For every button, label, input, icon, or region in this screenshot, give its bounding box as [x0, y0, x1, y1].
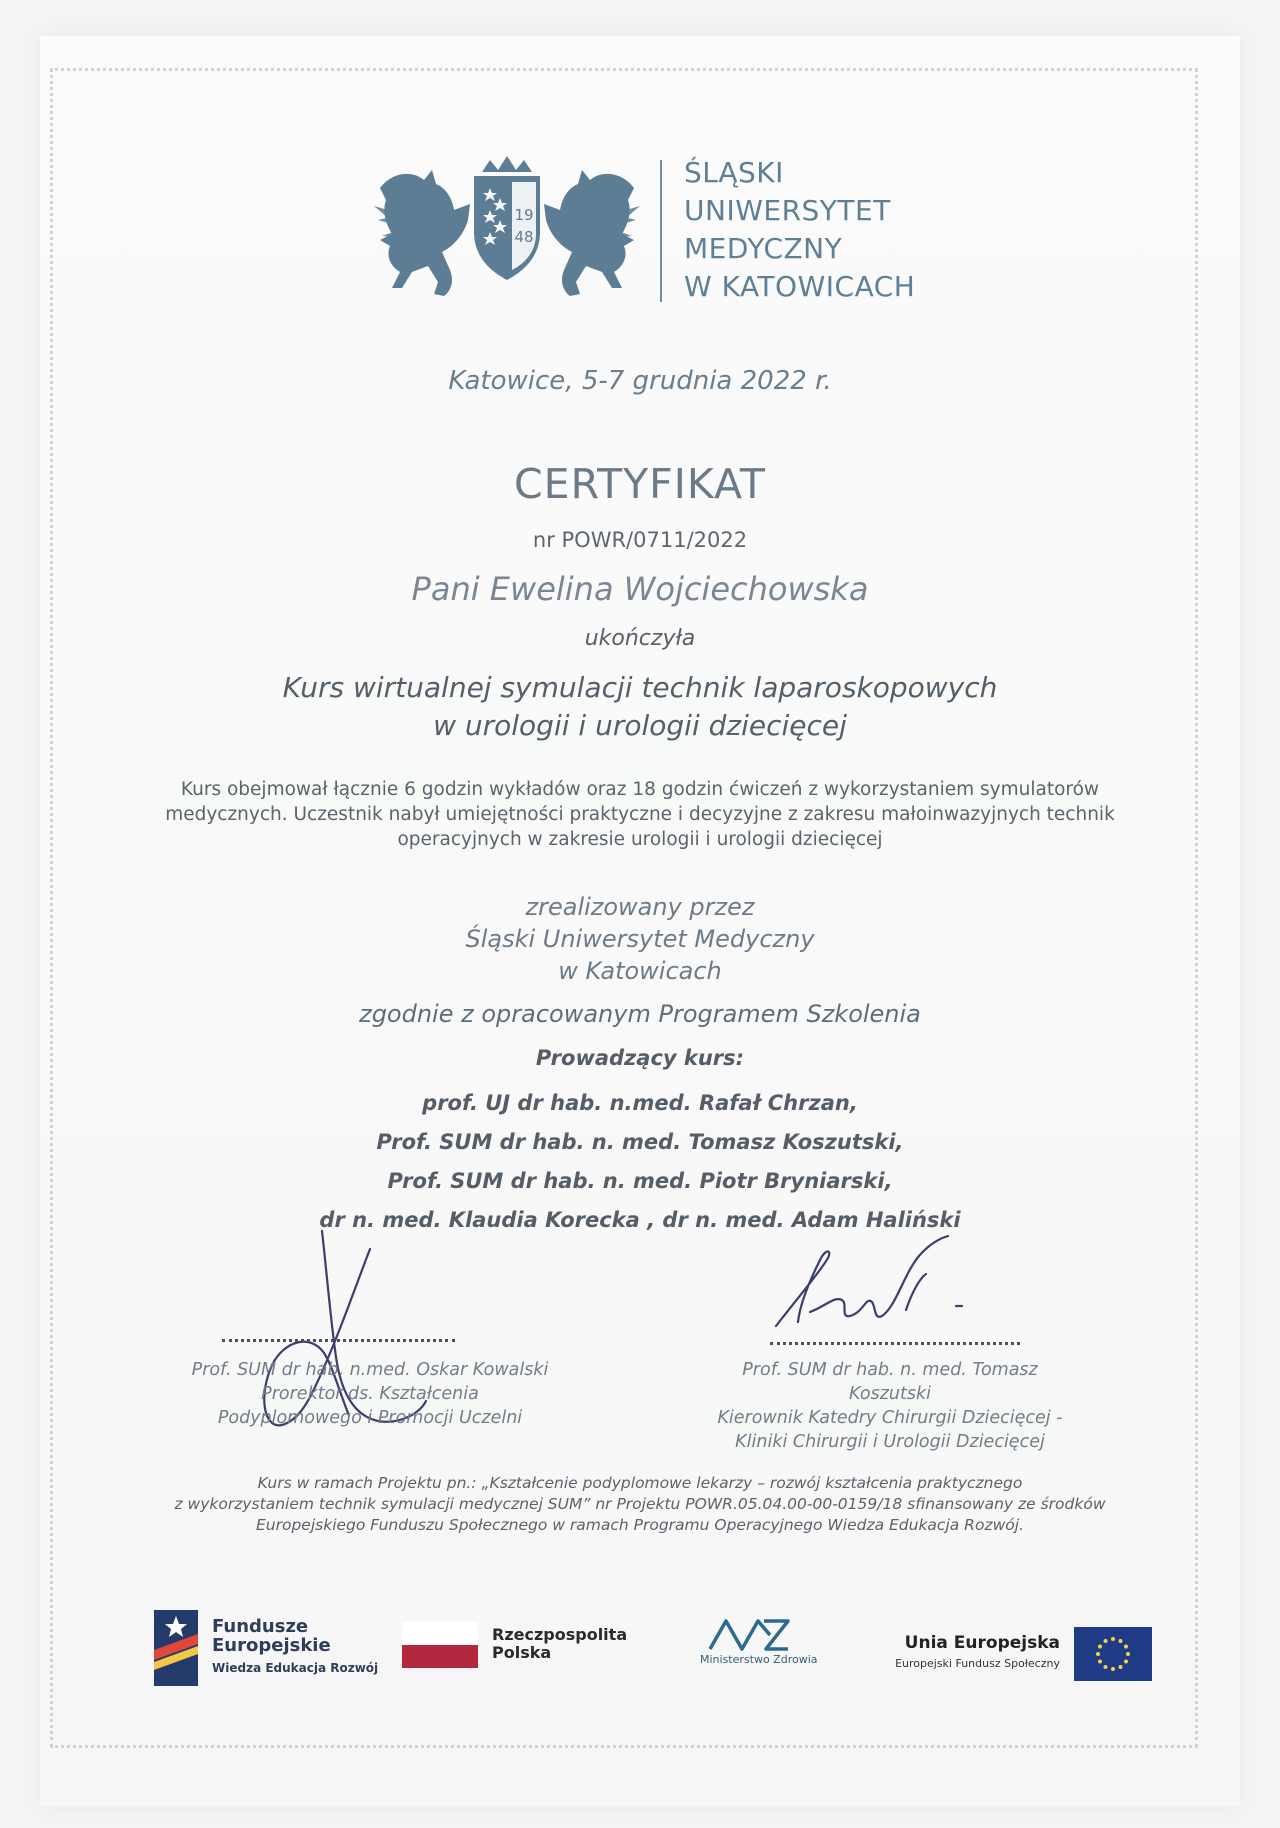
ministry-of-health-label: Ministerstwo Zdrowia — [700, 1653, 818, 1666]
completed-label: ukończyła — [584, 626, 696, 651]
eu-label: Unia Europejska — [904, 1633, 1060, 1653]
university-crest-icon — [372, 154, 642, 304]
left-signatory-role: Podyplomowego i Promocji Uczelni — [217, 1408, 523, 1428]
eu-fund-label: Europejski Fundusz Społeczny — [895, 1657, 1060, 1670]
place-date: Katowice, 5-7 grudnia 2022 r. — [448, 366, 832, 396]
left-signatory — [180, 1358, 560, 1430]
project-note-line: Europejskiego Funduszu Społecznego w ramach Programu Operacyjnego Wiedza Edukacja Rozwój. — [256, 1516, 1024, 1534]
ministry-of-health-logo-icon — [708, 1615, 790, 1651]
fundusze-subtitle: Wiedza Edukacja Rozwój — [212, 1661, 379, 1675]
europejskie-line: Europejskie — [212, 1635, 331, 1656]
university-name-line: MEDYCZNY — [684, 232, 843, 265]
fundusze-line: Fundusze — [212, 1616, 309, 1637]
fundusze-europejskie-logo-icon — [154, 1610, 198, 1686]
university-name-line: ŚLĄSKI — [684, 156, 784, 189]
course-title — [0, 669, 1280, 745]
crest-year-bottom: 48 — [514, 228, 534, 246]
right-signatory-role: Kierownik Katedry Chirurgii Dziecięcej - — [717, 1408, 1063, 1428]
certificate-title: CERTYFIKAT — [514, 460, 766, 508]
logo-divider — [660, 160, 662, 302]
right-signatory — [700, 1358, 1080, 1454]
project-note-line: z wykorzystaniem technik symulacji medycznej SUM” nr Projektu POWR.05.04.00-00-0159/18 sfinansowany ze środków — [174, 1495, 1106, 1513]
course-description: Kurs obejmował łącznie 6 godzin wykładów oraz 18 godzin ćwiczeń z wykorzystaniem symulatorów medycznych. Uczestnik nabył umiejętności praktyczne i decyzyjne z zakresu małoinwazyjnych technik operacyjnych w zakresie urologii i urologii dziecięcej — [165, 779, 1115, 850]
university-name-line: UNIWERSYTET — [684, 194, 891, 227]
leader-name: Prof. SUM dr hab. n. med. Piotr Bryniarski, — [387, 1169, 893, 1193]
left-signatory-role: Prorektor ds. Kształcenia — [261, 1384, 479, 1404]
eu-flag-icon — [1074, 1627, 1152, 1681]
fundusze-europejskie-label — [212, 1617, 331, 1655]
course-title-line: Kurs wirtualnej symulacji technik laparoskopowych — [282, 671, 998, 704]
left-signature-line — [222, 1339, 455, 1342]
realized-by-line: w Katowicach — [558, 957, 722, 985]
crest-year-top: 19 — [514, 206, 534, 224]
university-name — [684, 154, 914, 306]
right-signature-line — [770, 1342, 1020, 1345]
rzeczpospolita-label — [492, 1626, 627, 1662]
realized-by-line: zrealizowany przez — [525, 893, 755, 921]
course-title-line: w urologii i urologii dziecięcej — [433, 709, 847, 742]
leader-name: prof. UJ dr hab. n.med. Rafał Chrzan, — [422, 1091, 858, 1115]
realized-by-line: Śląski Uniwersytet Medyczny — [465, 925, 815, 953]
recipient-name: Pani Ewelina Wojciechowska — [411, 570, 869, 608]
certificate-number: nr POWR/0711/2022 — [532, 528, 748, 552]
leaders-list — [0, 1084, 1280, 1240]
project-note-line: Kurs w ramach Projektu pn.: „Kształcenie podyplomowe lekarzy – rozwój kształcenia praktycznego — [257, 1474, 1023, 1492]
university-name-line: W KATOWICACH — [684, 270, 916, 303]
left-signatory-name: Prof. SUM dr hab. n.med. Oskar Kowalski — [191, 1360, 549, 1380]
training-program: zgodnie z opracowanym Programem Szkolenia — [359, 1000, 921, 1028]
project-note — [160, 1473, 1120, 1536]
polska-line: Polska — [492, 1643, 552, 1662]
leaders-heading: Prowadzący kurs: — [535, 1046, 745, 1070]
right-signature-icon — [770, 1222, 970, 1332]
right-signatory-role: Kliniki Chirurgii i Urologii Dziecięcej — [735, 1432, 1045, 1452]
realized-by — [0, 891, 1280, 987]
leader-name: Prof. SUM dr hab. n. med. Tomasz Koszutski, — [376, 1130, 904, 1154]
university-logo — [372, 154, 916, 314]
poland-flag-icon — [402, 1622, 478, 1668]
right-signatory-name: Prof. SUM dr hab. n. med. Tomasz Koszutski — [742, 1360, 1038, 1404]
leader-name: dr n. med. Klaudia Korecka , dr n. med. Adam Haliński — [319, 1208, 961, 1232]
rzeczpospolita-line: Rzeczpospolita — [492, 1625, 628, 1644]
